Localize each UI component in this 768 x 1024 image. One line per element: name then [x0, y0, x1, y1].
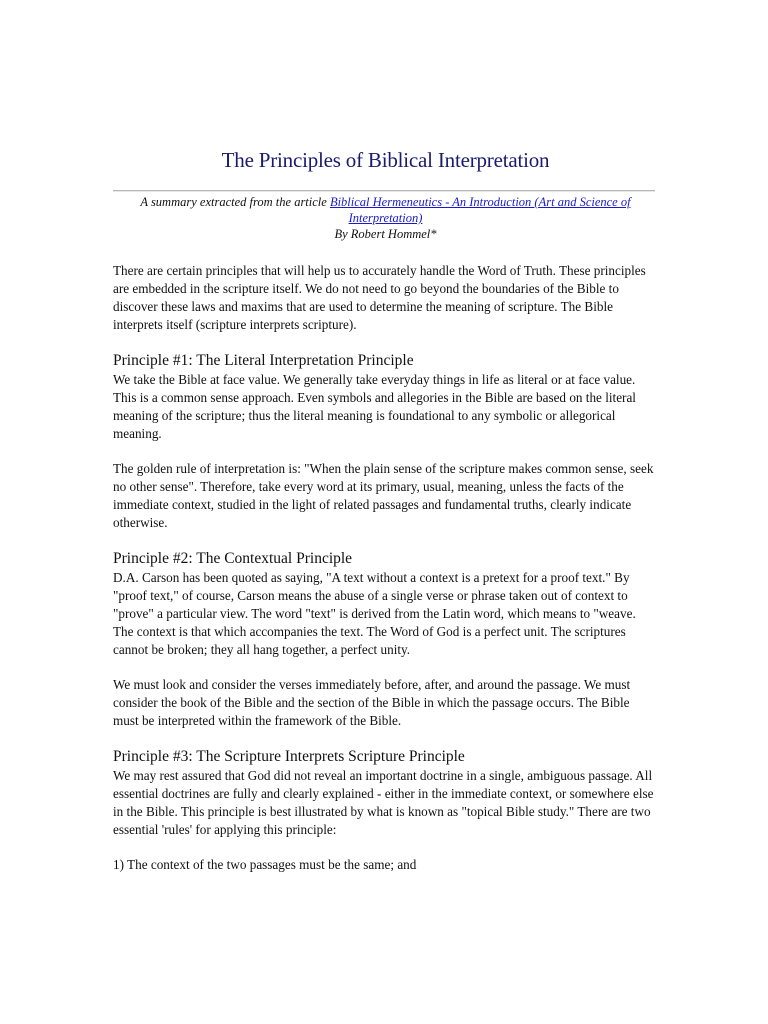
- section-heading-literal: Principle #1: The Literal Interpretation Principle: [113, 352, 414, 369]
- document-body: [113, 262, 658, 891]
- section-paragraph: 1) The context of the two passages must be the same; and: [113, 857, 417, 872]
- section-paragraph: The golden rule of interpretation is: "When the plain sense of the scripture makes common sense, seek no other sense". Therefore, take every word at its primary, usual, meaning, unless the facts of the immediate context, studied in the light of related passages and fundamental truths, clearly indicate otherwise.: [113, 461, 654, 530]
- section-heading-contextual: Principle #2: The Contextual Principle: [113, 550, 353, 567]
- byline: By Robert Hommel*: [334, 227, 437, 241]
- section-paragraph: We must look and consider the verses immediately before, after, and around the passage. We must consider the book of the Bible and the section of the Bible in which the passage occurs. The Bible must be interpreted within the framework of the Bible.: [113, 677, 631, 728]
- page-title: The Principles of Biblical Interpretation: [221, 148, 550, 172]
- section-heading-scripture: Principle #3: The Scripture Interprets Scripture Principle: [113, 748, 465, 765]
- article-link[interactable]: Biblical Hermeneutics - An Introduction (Art and Science of Interpretation): [329, 195, 631, 225]
- article-summary: [113, 194, 658, 242]
- summary-prefix: A summary extracted from the article: [140, 195, 330, 209]
- title-divider: [113, 190, 655, 192]
- section-paragraph: We take the Bible at face value. We generally take everyday things in life as literal or at face value. This is a common sense approach. Even symbols and allegories in the Bible are based on the literal meaning of the scripture; thus the literal meaning is foundational to any symbolic or allegorical meaning.: [113, 372, 636, 441]
- section-paragraph: We may rest assured that God did not reveal an important doctrine in a single, ambiguous passage. All essential doctrines are fully and clearly explained - either in the immediate context, or somewhere else in the Bible. This principle is best illustrated by what is known as "topical Bible study." There are two essential 'rules' for applying this principle:: [113, 768, 654, 837]
- intro-paragraph: There are certain principles that will help us to accurately handle the Word of Truth. These principles are embedded in the scripture itself. We do not need to go beyond the boundaries of the Bible to discover these laws and maxims that are used to determine the meaning of scripture. The Bible interprets itself (scripture interprets scripture).: [113, 263, 646, 332]
- section-paragraph: D.A. Carson has been quoted as saying, "A text without a context is a pretext for a proof text." By "proof text," of course, Carson means the abuse of a single verse or phrase taken out of context to "prove" a particular view. The word "text" is derived from the Latin word, which means to "weave. The context is that which accompanies the text. The Word of God is a perfect unit. The scriptures cannot be broken; they all hang together, a perfect unity.: [113, 570, 636, 657]
